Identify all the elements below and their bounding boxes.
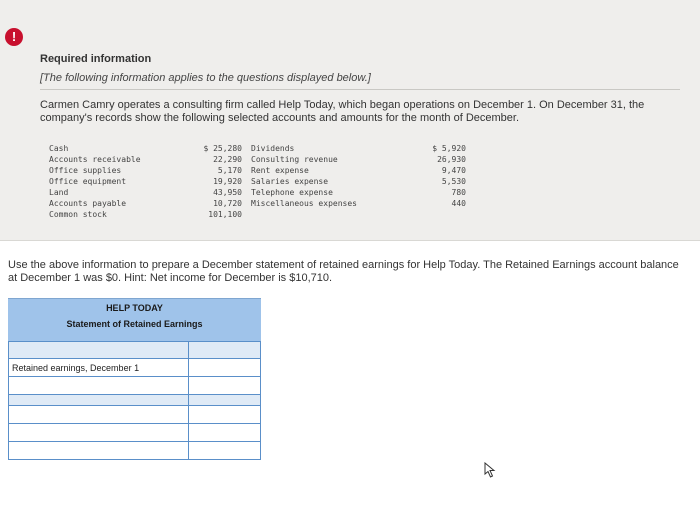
amount-input[interactable] (189, 359, 261, 377)
accounts-right-names (251, 143, 357, 209)
account-amount: $ 25,280 (203, 144, 242, 153)
account-name: Office equipment (49, 177, 127, 186)
required-info-title: Required information (40, 53, 152, 65)
table-row-spacer (9, 395, 261, 406)
amount-input[interactable] (189, 377, 261, 395)
account-amount: 26,930 (437, 155, 466, 164)
account-name: Miscellaneous expenses (251, 199, 357, 208)
account-name: Cash (49, 144, 69, 153)
required-info-note: [The following information applies to the questions displayed below.] (40, 72, 371, 84)
account-amount: $ 5,920 (432, 144, 466, 153)
account-amount: 10,720 (213, 199, 242, 208)
table-row (9, 442, 261, 460)
table-row (9, 342, 261, 359)
accounts-right-amounts (420, 143, 466, 209)
question-instructions: Use the above information to prepare a December statement of retained earnings for Help Today. The Retained Earnings account balance at December 1 was $0. Hint: Net income for December is $10,710. (8, 259, 679, 284)
table-row (9, 359, 261, 377)
account-name: Land (49, 188, 69, 197)
table-row (9, 377, 261, 395)
company-name: HELP TODAY (106, 303, 163, 313)
account-amount: 440 (451, 199, 466, 208)
spacer-cell (189, 395, 261, 406)
retained-earnings-table (8, 341, 261, 460)
account-amount: 22,290 (213, 155, 242, 164)
account-name: Rent expense (251, 166, 309, 175)
account-name: Salaries expense (251, 177, 329, 186)
label-input[interactable] (9, 377, 189, 395)
statement-header (8, 298, 261, 342)
account-amount: 9,470 (441, 166, 466, 175)
label-input[interactable] (9, 442, 189, 460)
table-row (9, 406, 261, 424)
account-amount: 5,530 (441, 177, 466, 186)
intro-text: Carmen Camry operates a consulting firm called Help Today, which began operations on December 1. On December 31, the company's records show the following selected accounts and amounts for the month of December. (40, 99, 645, 124)
label-input[interactable] (9, 424, 189, 442)
exclamation-icon: ! (5, 28, 23, 46)
account-name: Telephone expense (251, 188, 333, 197)
mouse-pointer-icon (484, 462, 498, 478)
required-info-panel (0, 0, 700, 241)
accounts-left-names (49, 143, 141, 220)
account-name: Consulting revenue (251, 155, 338, 164)
amount-input[interactable] (189, 442, 261, 460)
account-name: Dividends (251, 144, 295, 153)
row-label: Retained earnings, December 1 (9, 359, 189, 377)
amount-cell (189, 342, 261, 359)
account-amount: 101,100 (208, 210, 242, 219)
account-amount: 780 (451, 188, 466, 197)
amount-input[interactable] (189, 424, 261, 442)
accounts-left-amounts (190, 143, 242, 220)
label-input[interactable] (9, 406, 189, 424)
account-name: Common stock (49, 210, 107, 219)
account-name: Accounts receivable (49, 155, 141, 164)
statement-title: Statement of Retained Earnings (66, 319, 203, 329)
amount-input[interactable] (189, 406, 261, 424)
divider (40, 89, 680, 90)
table-row (9, 424, 261, 442)
account-name: Office supplies (49, 166, 122, 175)
account-amount: 5,170 (217, 166, 242, 175)
spacer-cell (9, 395, 189, 406)
account-amount: 19,920 (213, 177, 242, 186)
account-name: Accounts payable (49, 199, 127, 208)
row-label (9, 342, 189, 359)
account-amount: 43,950 (213, 188, 242, 197)
